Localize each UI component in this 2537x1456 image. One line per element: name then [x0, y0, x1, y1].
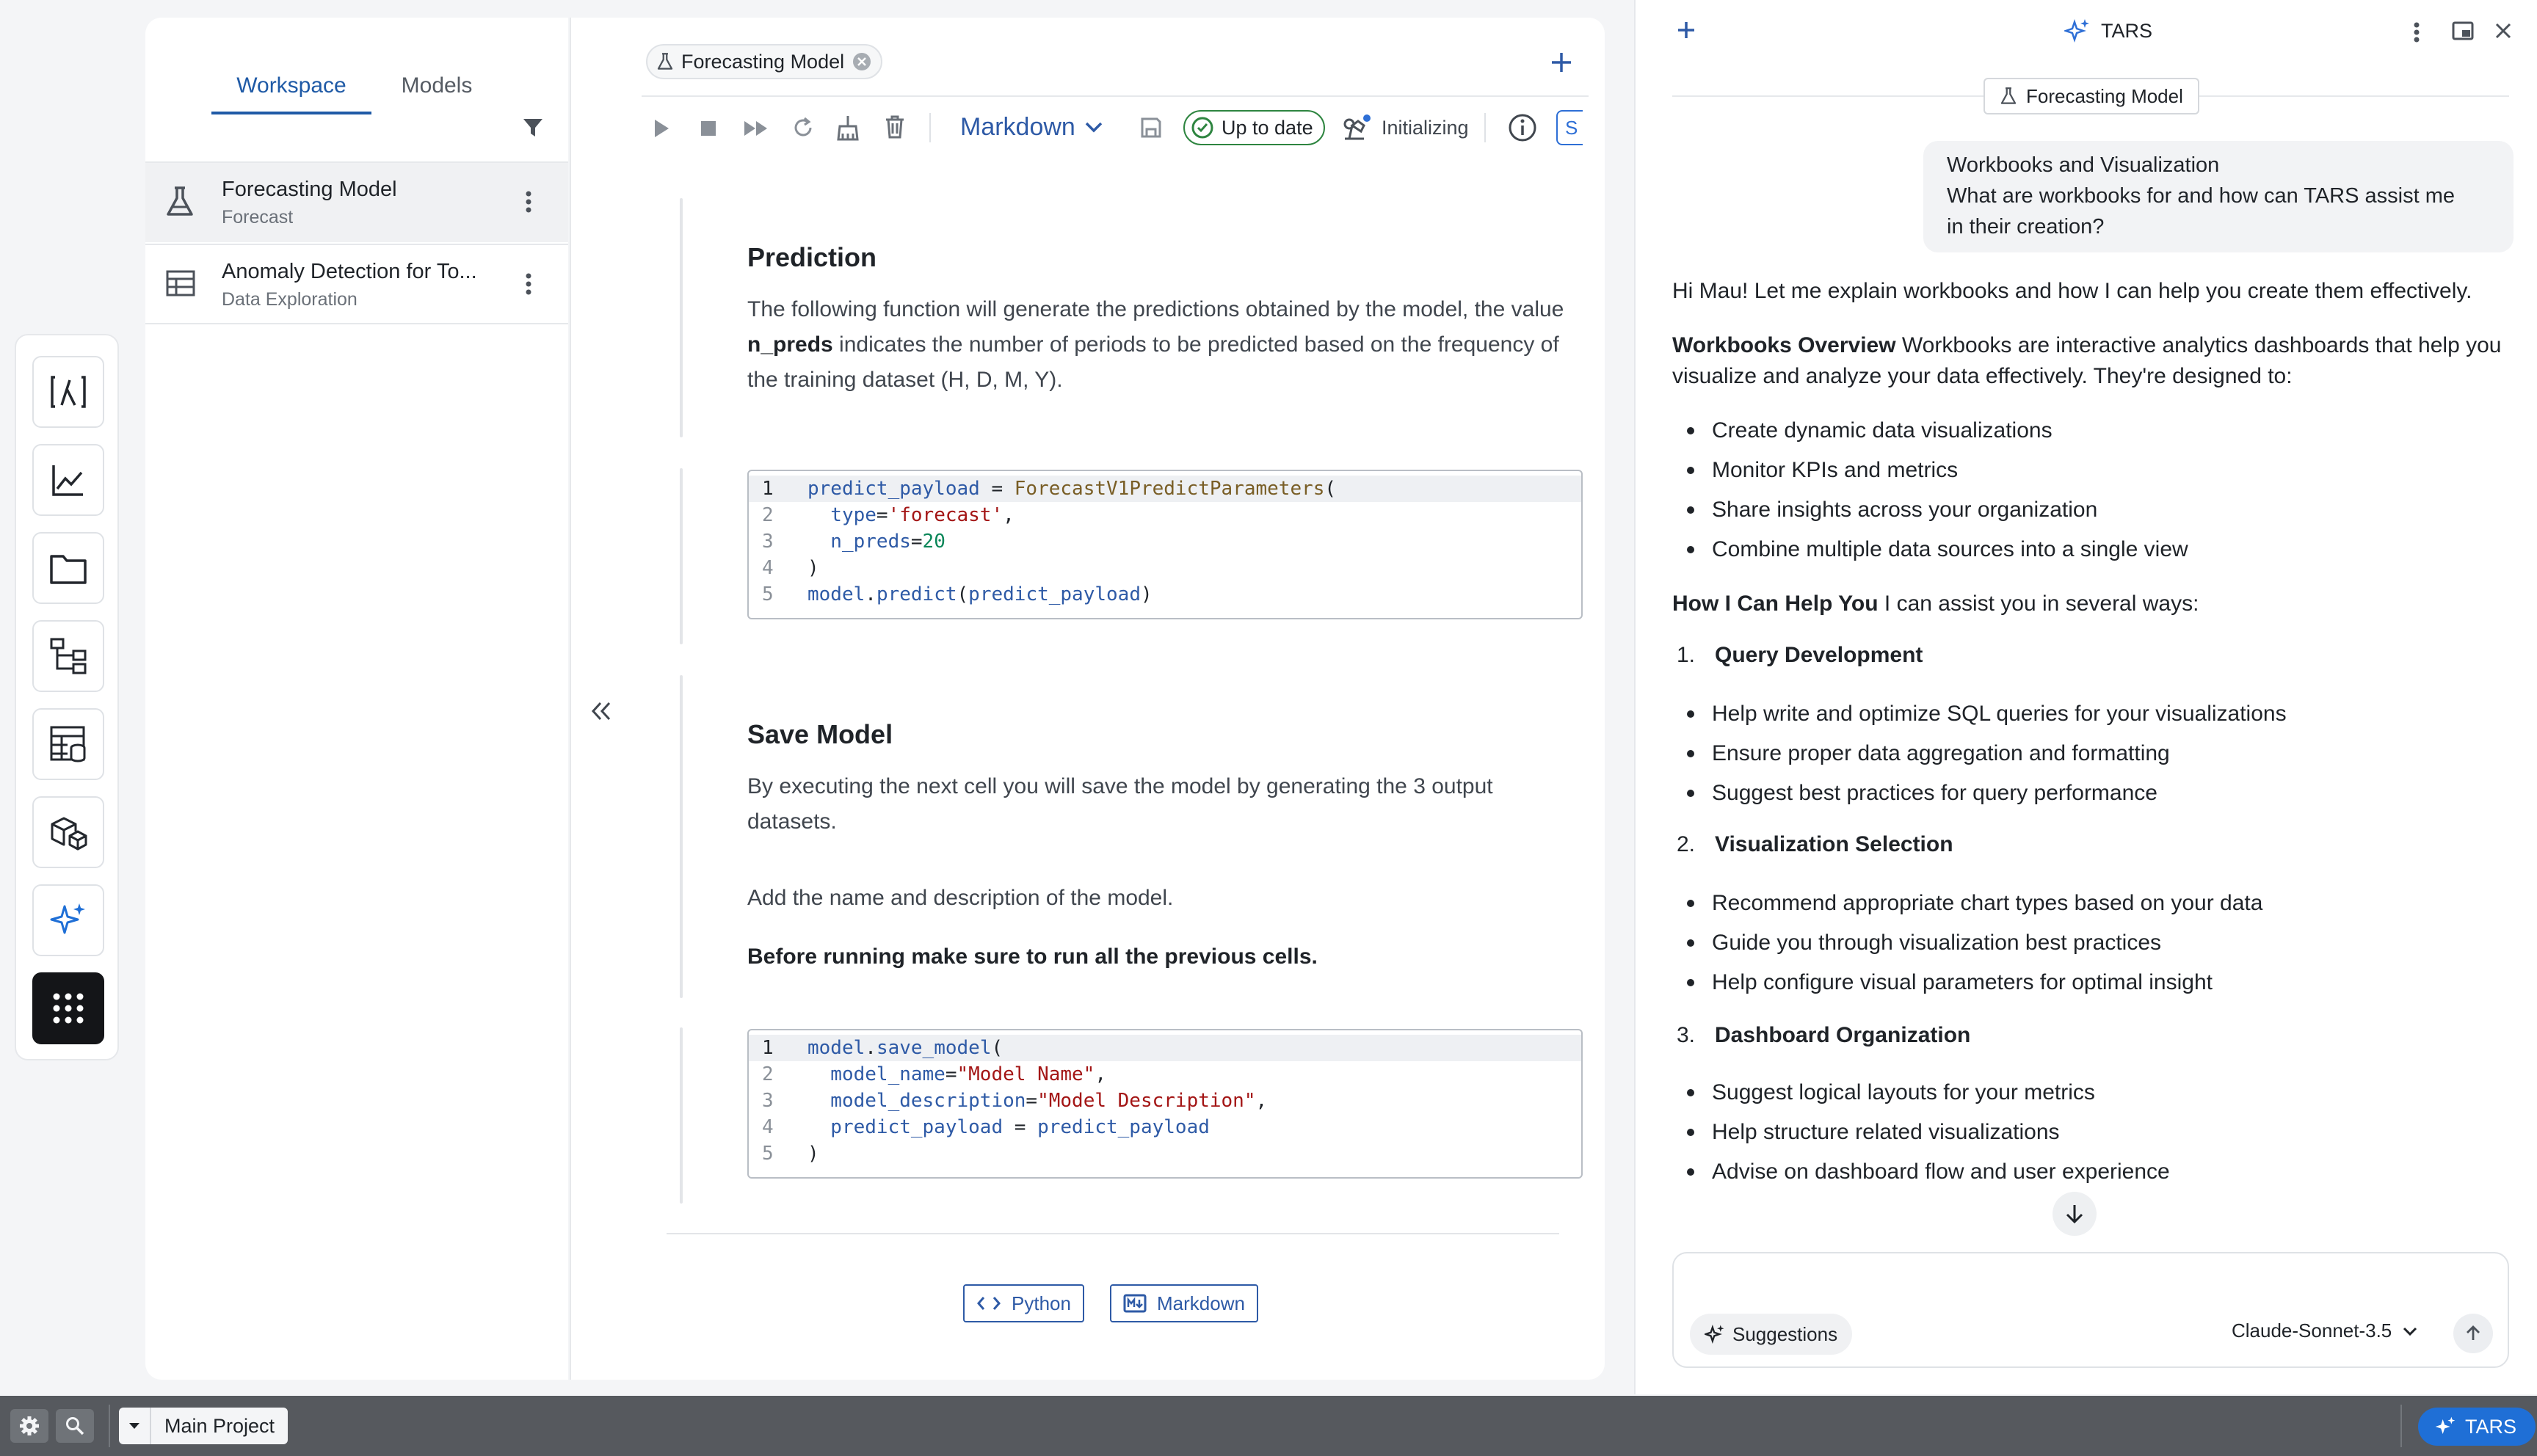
- taskbar-divider: [2400, 1405, 2402, 1447]
- message-line: What are workbooks for and how can TARS assist me: [1947, 184, 2455, 208]
- model-name: Claude-Sonnet-3.5: [2232, 1320, 2392, 1342]
- code-token: 20: [922, 531, 946, 553]
- paragraph-line: By executing the next cell you will save the model by generating the 3 output: [747, 774, 1493, 798]
- line-number: 1: [762, 478, 774, 500]
- arrow-down-icon: [2064, 1203, 2085, 1225]
- code-line: [749, 1140, 1581, 1167]
- markdown-icon: [1123, 1294, 1147, 1313]
- line-number: 5: [762, 1143, 774, 1165]
- reply-text: Workbooks are interactive analytics dashboards that help you: [1895, 333, 2502, 357]
- list-item: Monitor KPIs and metrics: [1712, 455, 2188, 495]
- heading-text: Query Development: [1715, 643, 1923, 667]
- markdown-paragraph: [747, 769, 1584, 840]
- line-number: 3: [762, 531, 774, 553]
- sparkle-icon: [2434, 1416, 2456, 1438]
- clear-outputs-icon[interactable]: [835, 114, 860, 141]
- code-token: =: [979, 478, 1015, 500]
- code-token: predict_payload: [807, 478, 980, 500]
- status-text: Up to date: [1222, 116, 1313, 139]
- cell-gutter: [680, 675, 683, 998]
- notebook-tab-label: Forecasting Model: [681, 50, 845, 73]
- cell-heading: Prediction: [747, 242, 877, 272]
- list-number: 1.: [1677, 643, 1696, 667]
- chevron-down-icon: [2402, 1325, 2418, 1337]
- notebook-tab[interactable]: [646, 44, 882, 79]
- code-editor[interactable]: [747, 470, 1583, 619]
- code-token: save_model: [876, 1037, 992, 1059]
- taskbar: [0, 1396, 2537, 1456]
- code-token: (: [1324, 478, 1337, 500]
- bullet-list: [1712, 888, 2262, 1007]
- code-token: ,: [1255, 1090, 1268, 1112]
- list-item: Share insights across your organization: [1712, 495, 2188, 534]
- tars-assistant-panel: [1634, 0, 2537, 1394]
- code-line: [749, 1114, 1581, 1140]
- model-selector[interactable]: [2232, 1320, 2418, 1342]
- list-item[interactable]: [145, 161, 568, 242]
- collapse-sidebar-icon[interactable]: [589, 699, 614, 724]
- item-subtitle: Forecast: [222, 207, 294, 228]
- item-title: Forecasting Model: [222, 178, 397, 201]
- list-item: Ensure proper data aggregation and formatting: [1712, 738, 2287, 778]
- search-button[interactable]: [56, 1409, 94, 1443]
- reply-paragraph: [1672, 589, 2199, 619]
- bullet-list: [1712, 699, 2287, 818]
- reply-bold: Workbooks Overview: [1672, 333, 1896, 357]
- new-chat-icon[interactable]: [1675, 19, 1697, 41]
- list-item: Advise on dashboard flow and user experience: [1712, 1157, 2170, 1196]
- code-token: ,: [1003, 504, 1015, 526]
- line-number: 5: [762, 583, 774, 605]
- reply-text: I can assist you in several ways:: [1878, 592, 2199, 616]
- code-line: [749, 555, 1581, 581]
- list-item: Help structure related visualizations: [1712, 1117, 2170, 1157]
- line-number: 2: [762, 1063, 774, 1085]
- app-rail: [15, 334, 119, 1060]
- gear-icon: [18, 1415, 40, 1437]
- code-token: (: [957, 583, 969, 605]
- settings-button[interactable]: [10, 1409, 48, 1443]
- check-circle-icon: [1191, 116, 1214, 139]
- info-icon[interactable]: [1508, 113, 1537, 142]
- flask-icon: [164, 185, 195, 219]
- tab-workspace[interactable]: Workspace: [211, 63, 371, 114]
- code-token: =: [876, 504, 888, 526]
- code-token: predict_payload: [968, 583, 1141, 605]
- filter-icon[interactable]: [521, 116, 545, 139]
- paragraph-line: The following function will generate the predictions obtained by the model, the value: [747, 297, 1564, 321]
- tars-button[interactable]: [2418, 1408, 2536, 1446]
- code-editor[interactable]: [747, 1029, 1583, 1179]
- code-token: type: [807, 504, 876, 526]
- tars-header: [2064, 18, 2152, 44]
- scroll-down-button[interactable]: [2053, 1192, 2097, 1236]
- code-token: .: [865, 583, 876, 605]
- more-options-icon[interactable]: [523, 185, 534, 219]
- item-title: Anomaly Detection for To...: [222, 260, 477, 283]
- table-icon: [164, 267, 197, 299]
- code-token: 'forecast': [888, 504, 1003, 526]
- more-options-icon[interactable]: [523, 267, 534, 301]
- paragraph-line: the training dataset (H, D, M, Y).: [747, 368, 1063, 392]
- reply-intro: Hi Mau! Let me explain workbooks and how I can help you create them effectively.: [1672, 279, 2472, 303]
- send-button[interactable]: [2453, 1314, 2493, 1353]
- code-token: =: [945, 1063, 957, 1085]
- line-number: 3: [762, 1090, 774, 1112]
- arrow-up-icon: [2465, 1325, 2481, 1342]
- add-python-label: Python: [1012, 1292, 1071, 1314]
- heading-text: Dashboard Organization: [1715, 1023, 1971, 1047]
- code-token: model_description: [807, 1090, 1026, 1112]
- kernel-status[interactable]: [1342, 110, 1469, 145]
- markdown-paragraph: Before running make sure to run all the previous cells.: [747, 944, 1318, 969]
- code-token: =: [1026, 1090, 1038, 1112]
- search-icon: [65, 1416, 85, 1436]
- sparkle-icon: [1705, 1324, 1725, 1344]
- flow-icon[interactable]: [32, 620, 104, 692]
- reply-bold: How I Can Help You: [1672, 592, 1879, 616]
- line-number: 1: [762, 1037, 774, 1059]
- list-item: Create dynamic data visualizations: [1712, 415, 2188, 455]
- list-item: Combine multiple data sources into a single view: [1712, 534, 2188, 574]
- tars-button-label: TARS: [2465, 1415, 2517, 1438]
- taskbar-divider: [109, 1405, 110, 1447]
- code-token: predict_payload: [1037, 1116, 1210, 1138]
- code-token: ): [807, 557, 819, 579]
- project-selector[interactable]: [119, 1408, 288, 1444]
- code-token: model_name: [807, 1063, 946, 1085]
- tars-title: TARS: [2101, 19, 2153, 42]
- line-number: 2: [762, 504, 774, 526]
- code-token: ): [807, 1143, 819, 1165]
- list-item: Guide you through visualization best practices: [1712, 928, 2262, 967]
- code-line: [749, 528, 1581, 555]
- toolbar-divider: [1484, 113, 1486, 142]
- list-item: Suggest logical layouts for your metrics: [1712, 1077, 2170, 1117]
- code-token: model: [807, 1037, 865, 1059]
- cell-gutter: [680, 468, 683, 644]
- numbered-heading: [1677, 832, 1953, 857]
- add-tab-icon[interactable]: [1549, 50, 1574, 75]
- code-token: ): [1140, 583, 1153, 605]
- code-line: [749, 1088, 1581, 1114]
- folder-icon[interactable]: [32, 532, 104, 604]
- add-cell-divider: [667, 1233, 1559, 1234]
- markdown-paragraph: [747, 292, 1584, 398]
- flask-icon: [2000, 87, 2017, 106]
- overflow-button[interactable]: S: [1556, 110, 1583, 145]
- numbered-heading: [1677, 643, 1923, 668]
- paragraph-line: [747, 327, 1584, 363]
- list-item: Help write and optimize SQL queries for your visualizations: [1712, 699, 2287, 738]
- chat-composer[interactable]: [1672, 1252, 2509, 1368]
- toolbar-divider: [642, 95, 1589, 97]
- paragraph-line: datasets.: [747, 809, 837, 834]
- code-line: [749, 1035, 1581, 1061]
- bullet-list: [1712, 415, 2188, 574]
- save-icon[interactable]: [1139, 116, 1163, 139]
- list-item: Recommend appropriate chart types based on your data: [1712, 888, 2262, 928]
- code-line: [749, 581, 1581, 608]
- code-line: [749, 476, 1581, 502]
- inline-code-name: n_preds: [747, 332, 833, 357]
- line-number: 4: [762, 1116, 774, 1138]
- workspace-panel: [145, 18, 568, 1380]
- code-token: .: [865, 1037, 876, 1059]
- cell-type-select[interactable]: [960, 110, 1103, 144]
- code-line: [749, 1061, 1581, 1088]
- cell-gutter: [680, 1027, 683, 1204]
- user-message: [1923, 141, 2514, 252]
- restart-icon[interactable]: [791, 116, 815, 139]
- paragraph-text: indicates the number of periods to be predicted based on the frequency of: [832, 332, 1559, 357]
- code-line: [749, 502, 1581, 528]
- add-markdown-label: Markdown: [1157, 1292, 1245, 1314]
- add-python-cell-button[interactable]: [963, 1284, 1084, 1322]
- chevron-down-icon: [1084, 120, 1103, 134]
- run-icon[interactable]: [652, 117, 671, 139]
- notebook-editor: [570, 18, 1605, 1380]
- heading-text: Visualization Selection: [1715, 832, 1953, 856]
- code-token: ,: [1095, 1063, 1106, 1085]
- delete-icon[interactable]: [884, 114, 906, 139]
- suggestions-label: Suggestions: [1732, 1322, 1838, 1345]
- sparkle-icon[interactable]: [32, 884, 104, 956]
- close-icon[interactable]: [2493, 21, 2514, 41]
- tab-models[interactable]: Models: [401, 73, 473, 98]
- flask-icon: [656, 52, 674, 71]
- message-line: Workbooks and Visualization: [1947, 153, 2220, 177]
- cell-type-value: Markdown: [960, 112, 1075, 141]
- list-number: 2.: [1677, 832, 1696, 856]
- database-table-icon[interactable]: [32, 708, 104, 780]
- context-chip-label: Forecasting Model: [2026, 84, 2183, 107]
- lambda-logo-icon[interactable]: [32, 356, 104, 428]
- paragraph-line: [1672, 330, 2524, 361]
- stop-icon[interactable]: [699, 119, 718, 138]
- run-all-icon[interactable]: [743, 119, 771, 138]
- list-item: Help configure visual parameters for optimal insight: [1712, 967, 2262, 1007]
- status-badge: [1183, 110, 1325, 145]
- context-chip[interactable]: [1983, 78, 2199, 114]
- caret-down-icon: [119, 1408, 151, 1444]
- list-number: 3.: [1677, 1023, 1696, 1047]
- message-line: in their creation?: [1947, 215, 2105, 239]
- list-item[interactable]: [145, 244, 568, 324]
- close-tab-icon[interactable]: [852, 51, 872, 72]
- pip-window-icon[interactable]: [2452, 21, 2474, 41]
- code-token: model: [807, 583, 865, 605]
- code-token: predict: [876, 583, 957, 605]
- item-subtitle: Data Exploration: [222, 289, 357, 310]
- numbered-heading: [1677, 1023, 1970, 1048]
- project-name: Main Project: [164, 1414, 275, 1437]
- code-token: =: [910, 531, 923, 553]
- sparkle-icon: [2064, 18, 2091, 44]
- code-token: "Model Description": [1037, 1090, 1256, 1112]
- list-item: Suggest best practices for query performance: [1712, 778, 2287, 818]
- apps-grid-icon[interactable]: [32, 972, 104, 1044]
- cell-gutter: [680, 198, 683, 437]
- code-token: n_preds: [807, 531, 911, 553]
- kernel-text: Initializing: [1382, 116, 1469, 139]
- cubes-icon[interactable]: [32, 796, 104, 868]
- more-options-icon[interactable]: [2411, 21, 2422, 44]
- line-chart-icon[interactable]: [32, 444, 104, 516]
- add-markdown-cell-button[interactable]: [1110, 1284, 1258, 1322]
- line-number: 4: [762, 557, 774, 579]
- suggestions-button[interactable]: [1690, 1314, 1852, 1355]
- code-token: =: [1003, 1116, 1038, 1138]
- code-token: predict_payload: [807, 1116, 1003, 1138]
- paragraph-line: visualize and analyze your data effectively. They're designed to:: [1672, 364, 2293, 388]
- code-brackets-icon: [976, 1295, 1001, 1311]
- markdown-paragraph: Add the name and description of the model.: [747, 886, 1174, 910]
- cell-heading: Save Model: [747, 719, 893, 749]
- code-token: ForecastV1PredictParameters: [1014, 478, 1325, 500]
- code-token: "Model Name": [957, 1063, 1095, 1085]
- bullet-list: [1712, 1077, 2170, 1196]
- kernel-icon: [1342, 114, 1371, 142]
- reply-paragraph: [1672, 330, 2524, 392]
- code-token: (: [991, 1037, 1003, 1059]
- toolbar-divider: [929, 113, 931, 142]
